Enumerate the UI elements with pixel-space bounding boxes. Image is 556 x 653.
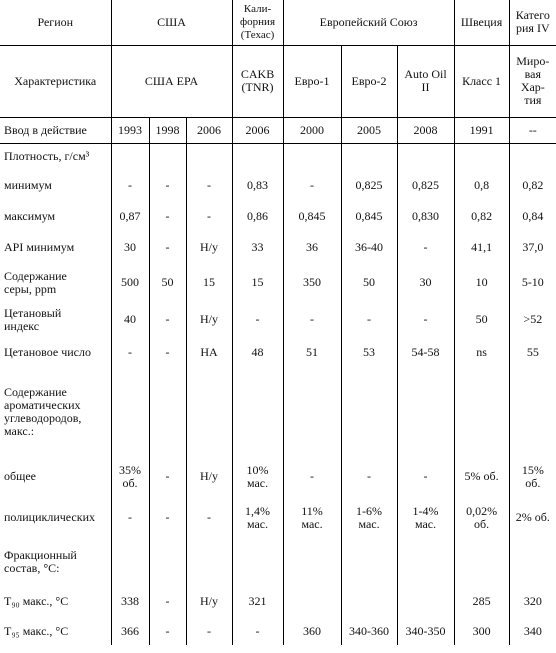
table-cell xyxy=(149,538,186,586)
table-cell: - xyxy=(186,170,232,201)
table-cell: 320 xyxy=(523,594,542,608)
table-cell: - xyxy=(149,302,186,337)
table-row xyxy=(0,302,556,337)
table-row xyxy=(0,117,556,143)
table-cell: 0,825 xyxy=(341,170,397,201)
table-cell xyxy=(186,143,232,170)
table-cell: 2006 xyxy=(186,117,232,143)
row-label: Плотность, г/см³ xyxy=(0,143,111,170)
table-cell: 50 xyxy=(149,263,186,302)
table-cell: 500 xyxy=(111,263,149,302)
header-auto-oil: Auto Oil II xyxy=(397,45,454,117)
table-cell: 2% об. xyxy=(515,510,550,524)
table-cell: 1,4% мас. xyxy=(232,497,283,538)
table-cell: 48 xyxy=(232,337,283,368)
table-cell xyxy=(397,586,454,617)
table-cell: 340 xyxy=(523,623,542,638)
table-cell: 0,87 xyxy=(111,201,149,232)
table-cell xyxy=(509,538,556,586)
header-class1: Класс 1 xyxy=(454,45,509,117)
table-cell: 54-58 xyxy=(397,337,454,368)
table-cell: - xyxy=(232,302,283,337)
row-label: Фракционный состав, °С: xyxy=(0,538,111,586)
table-cell xyxy=(186,538,232,586)
table-cell: - xyxy=(186,497,232,538)
table-cell xyxy=(111,368,149,456)
header-eu: Европейский Союз xyxy=(283,0,454,45)
table-cell: 50 xyxy=(454,302,509,337)
table-cell: - xyxy=(186,617,232,645)
header-world-charter: Миро- вая Хар- тия xyxy=(509,45,556,117)
table-cell: 366 xyxy=(111,617,149,645)
table-cell: 2006 xyxy=(232,117,283,143)
table-cell: - xyxy=(149,232,186,263)
table-cell: 2005 xyxy=(341,117,397,143)
table-cell: Н/у xyxy=(186,586,232,617)
table-cell xyxy=(283,538,341,586)
header-cakb: CAKB (TNR) xyxy=(232,45,283,117)
table-cell: 0,8 xyxy=(454,170,509,201)
table-cell xyxy=(341,538,397,586)
table-cell: - xyxy=(397,456,454,497)
table-cell: 1998 xyxy=(149,117,186,143)
table-cell: ns xyxy=(454,337,509,368)
table-row xyxy=(0,368,556,456)
table-cell: 30 xyxy=(111,232,149,263)
table-cell: 5% об. xyxy=(454,456,509,497)
table-cell: 40 xyxy=(111,302,149,337)
table-cell: 0,02% об. xyxy=(454,497,509,538)
table-cell: -- xyxy=(528,122,537,137)
table-cell xyxy=(283,368,341,456)
table-row xyxy=(0,538,556,586)
header-sweden: Швеция xyxy=(454,0,509,45)
table-cell: 51 xyxy=(283,337,341,368)
table-cell: 53 xyxy=(341,337,397,368)
table-row xyxy=(0,170,556,201)
table-cell: - xyxy=(149,497,186,538)
table-cell: 338 xyxy=(111,586,149,617)
row-label: T₉₅ макс., °С xyxy=(0,617,111,645)
table-cell: 30 xyxy=(397,263,454,302)
table-cell: - xyxy=(149,617,186,645)
table-row xyxy=(0,143,556,170)
table-cell xyxy=(341,368,397,456)
table-row xyxy=(0,586,556,617)
table-row xyxy=(0,201,556,232)
table-cell: 1-6% мас. xyxy=(341,497,397,538)
table-cell: 35% об. xyxy=(111,456,149,497)
table-cell: 33 xyxy=(232,232,283,263)
table-cell: - xyxy=(341,456,397,497)
table-cell xyxy=(111,143,149,170)
table-cell: 10% мас. xyxy=(232,456,283,497)
row-label: общее xyxy=(0,456,111,497)
table-cell: 11% мас. xyxy=(283,497,341,538)
row-label: Цетановое число xyxy=(0,337,111,368)
table-cell xyxy=(283,143,341,170)
header-usa-epa: США EPA xyxy=(111,45,232,117)
table-cell xyxy=(454,538,509,586)
table-cell: 1991 xyxy=(454,117,509,143)
table-cell xyxy=(509,368,556,456)
table-row xyxy=(0,337,556,368)
header-region: Регион xyxy=(0,0,111,45)
table-cell: 1-4% мас. xyxy=(397,497,454,538)
row-label: полициклических xyxy=(0,497,111,538)
table-cell: 15 xyxy=(186,263,232,302)
table-cell: 5-10 xyxy=(521,275,544,289)
row-label: Содержание ароматических углеводородов, макс.: xyxy=(0,368,111,456)
table-cell: - xyxy=(149,201,186,232)
table-cell: 340-350 xyxy=(397,617,454,645)
table-cell xyxy=(186,368,232,456)
table-cell xyxy=(454,143,509,170)
table-cell: Н/у xyxy=(186,302,232,337)
table-cell xyxy=(232,368,283,456)
table-cell: - xyxy=(341,302,397,337)
row-label: API минимум xyxy=(0,232,111,263)
table-cell: 0,825 xyxy=(397,170,454,201)
table-cell xyxy=(397,143,454,170)
table-cell: 2008 xyxy=(397,117,454,143)
table-cell: 350 xyxy=(283,263,341,302)
row-label: Ввод в действие xyxy=(0,117,111,143)
table-cell xyxy=(341,143,397,170)
table-cell: Н/у xyxy=(186,456,232,497)
table-cell: 15 xyxy=(232,263,283,302)
table-cell xyxy=(232,143,283,170)
table-row xyxy=(0,456,556,497)
header-euro1: Евро-1 xyxy=(283,45,341,117)
table-cell: - xyxy=(283,456,341,497)
row-label: максимум xyxy=(0,201,111,232)
table-cell: 37,0 xyxy=(522,240,544,254)
table-cell: >52 xyxy=(523,312,543,326)
table-cell xyxy=(397,538,454,586)
table-cell: 10 xyxy=(454,263,509,302)
table-cell: 0,84 xyxy=(522,209,544,223)
row-label: Цетановый индекс xyxy=(0,302,111,337)
table-row xyxy=(0,617,556,645)
table-row xyxy=(0,232,556,263)
table-cell: 36-40 xyxy=(341,232,397,263)
table-cell: 55 xyxy=(526,345,539,359)
table-cell: - xyxy=(397,302,454,337)
table-cell: - xyxy=(111,337,149,368)
table-cell: 285 xyxy=(454,586,509,617)
row-label: Содержание серы, ppm xyxy=(0,263,111,302)
table-cell: 0,82 xyxy=(522,178,544,192)
table-cell xyxy=(111,538,149,586)
table-cell xyxy=(232,538,283,586)
table-cell: - xyxy=(232,617,283,645)
row-label: минимум xyxy=(0,170,111,201)
header-california: Кали- форния (Техас) xyxy=(232,0,283,45)
table-cell: Н/у xyxy=(186,232,232,263)
table-cell: 41,1 xyxy=(454,232,509,263)
table-cell xyxy=(149,368,186,456)
table-cell: 0,83 xyxy=(232,170,283,201)
table-cell xyxy=(397,368,454,456)
table-cell: 1993 xyxy=(111,117,149,143)
table-cell: 321 xyxy=(232,586,283,617)
table-cell: - xyxy=(149,456,186,497)
table-cell: 0,845 xyxy=(283,201,341,232)
table-cell: 2000 xyxy=(283,117,341,143)
table-cell: - xyxy=(149,337,186,368)
table-cell: 0,845 xyxy=(341,201,397,232)
table-cell: 340-360 xyxy=(341,617,397,645)
table-row xyxy=(0,263,556,302)
table-cell: - xyxy=(397,232,454,263)
table-row xyxy=(0,497,556,538)
table-cell xyxy=(283,586,341,617)
table-cell: 50 xyxy=(341,263,397,302)
table-cell: 0,82 xyxy=(454,201,509,232)
table-cell: - xyxy=(149,170,186,201)
header-category: Катего рия IV xyxy=(509,0,556,45)
table-cell: НА xyxy=(186,337,232,368)
table-cell: - xyxy=(186,201,232,232)
table-cell: 0,830 xyxy=(397,201,454,232)
table-cell: - xyxy=(283,170,341,201)
table-cell: 300 xyxy=(454,617,509,645)
table-cell: - xyxy=(111,497,149,538)
table-cell: 15% об. xyxy=(521,462,544,490)
header-euro2: Евро-2 xyxy=(341,45,397,117)
table-cell xyxy=(509,143,556,170)
table-cell: - xyxy=(111,170,149,201)
table-cell xyxy=(149,143,186,170)
header-characteristic: Характеристика xyxy=(0,45,111,117)
table-cell xyxy=(341,586,397,617)
table-cell xyxy=(454,368,509,456)
table-body xyxy=(0,117,556,645)
header-row-2 xyxy=(0,45,556,117)
table-cell: 0,86 xyxy=(232,201,283,232)
table-cell: 36 xyxy=(283,232,341,263)
row-label: T₉₀ макс., °С xyxy=(0,586,111,617)
table-cell: 360 xyxy=(283,617,341,645)
table-cell: - xyxy=(283,302,341,337)
table-cell: - xyxy=(149,586,186,617)
header-usa: США xyxy=(111,0,232,45)
header-row-1 xyxy=(0,0,556,45)
